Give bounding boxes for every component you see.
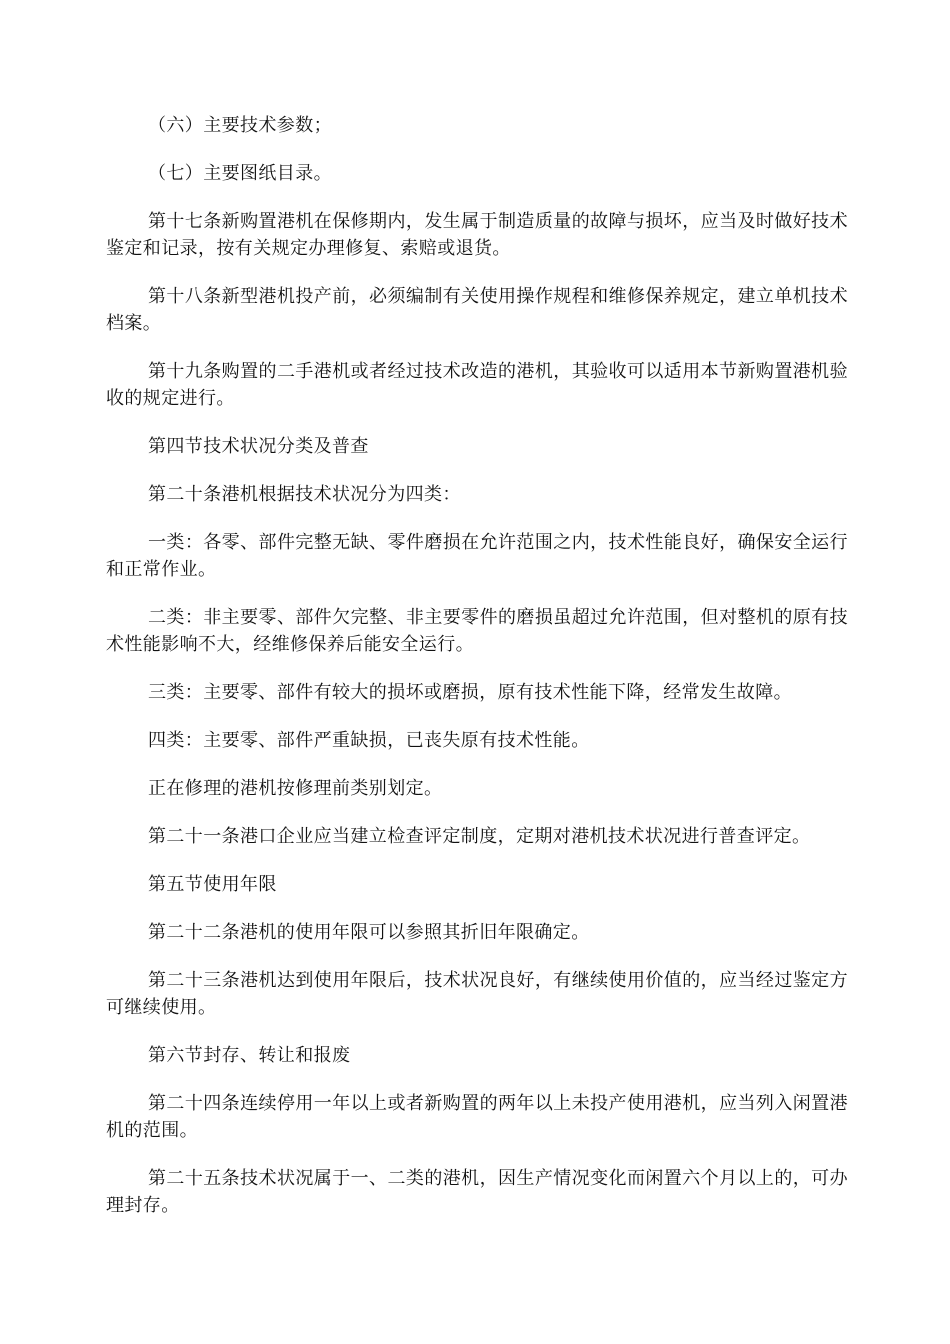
category-1: 一类：各零、部件完整无缺、零件磨损在允许范围之内，技术性能良好，确保安全运行和正常作业。: [106, 532, 848, 580]
section-4-heading: 第四节技术状况分类及普查: [148, 436, 369, 457]
article-20: 第二十条港机根据技术状况分为四类：: [148, 484, 461, 505]
article-22: 第二十二条港机的使用年限可以参照其折旧年限确定。: [148, 922, 590, 943]
paragraph-item-7: （七）主要图纸目录。: [148, 163, 332, 184]
section-6-heading: 第六节封存、转让和报废: [148, 1045, 351, 1066]
section-5-heading: 第五节使用年限: [148, 874, 277, 895]
document-body: [106, 112, 848, 1240]
category-3: 三类：主要零、部件有较大的损坏或磨损，原有技术性能下降，经常发生故障。: [148, 682, 792, 703]
article-17: 第十七条新购置港机在保修期内，发生属于制造质量的故障与损坏，应当及时做好技术鉴定和记录，按有关规定办理修复、索赔或退货。: [106, 211, 848, 259]
article-19: 第十九条购置的二手港机或者经过技术改造的港机，其验收可以适用本节新购置港机验收的规定进行。: [106, 361, 848, 409]
article-18: 第十八条新型港机投产前，必须编制有关使用操作规程和维修保养规定，建立单机技术档案。: [106, 286, 848, 334]
article-23: 第二十三条港机达到使用年限后，技术状况良好，有继续使用价值的，应当经过鉴定方可继续使用。: [106, 970, 848, 1018]
repair-classification-note: 正在修理的港机按修理前类别划定。: [148, 778, 443, 799]
article-25: 第二十五条技术状况属于一、二类的港机，因生产情况变化而闲置六个月以上的，可办理封存。: [106, 1168, 848, 1216]
category-4: 四类：主要零、部件严重缺损，已丧失原有技术性能。: [148, 730, 590, 751]
article-24: 第二十四条连续停用一年以上或者新购置的两年以上未投产使用港机，应当列入闲置港机的范围。: [106, 1093, 848, 1141]
paragraph-item-6: （六）主要技术参数；: [148, 115, 332, 136]
article-21: 第二十一条港口企业应当建立检查评定制度，定期对港机技术状况进行普查评定。: [148, 826, 811, 847]
category-2: 二类：非主要零、部件欠完整、非主要零件的磨损虽超过允许范围，但对整机的原有技术性能影响不大，经维修保养后能安全运行。: [106, 607, 848, 655]
